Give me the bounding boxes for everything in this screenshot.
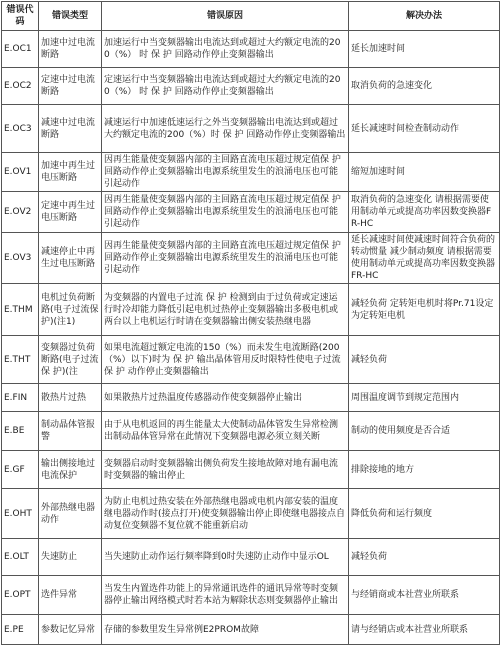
error-cause: 存储的参数里发生异常例E2PROM故障: [102, 615, 349, 645]
error-solution: 与经销商或本社营业所联系: [349, 576, 500, 615]
error-solution: 减轻负荷: [349, 539, 500, 576]
error-code: E.OC2: [2, 68, 39, 105]
error-cause: 当失速防止动作运行频率降到0时失速防止动作中显示OL: [102, 539, 349, 576]
table-row: [2, 336, 500, 384]
table-row: [2, 105, 500, 153]
table-row: [2, 489, 500, 539]
error-code: E.FIN: [2, 384, 39, 412]
table-row: [2, 384, 500, 412]
error-solution: 排除接地的地方: [349, 451, 500, 489]
error-code: E.OC3: [2, 105, 39, 153]
error-solution: 取消负荷的急速变化 请根据需要使用制动单元或提高功率因数变换器FR-HC: [349, 192, 500, 233]
error-type: 输出侧接地过电流保护: [39, 451, 102, 489]
error-solution: 缩短加速时间: [349, 153, 500, 192]
error-cause: 因再生能量使变频器内部的主回路直流电压超过规定值保 护 回路动作停止变频器输出电源系统里发生的浪涌电压也可能引起动作: [102, 153, 349, 192]
error-code: E.THM: [2, 284, 39, 336]
error-cause: 如果散热片过热温度传感器动作使变频器停止输出: [102, 384, 349, 412]
table-row: [2, 153, 500, 192]
error-cause: 变频器启动时变频器输出侧负荷发生接地故障对地有漏电流时变频器的输出停止: [102, 451, 349, 489]
table-row: [2, 68, 500, 105]
error-cause: 加速运行中当变频器输出电流达到或超过大约额定电流的200（%） 时 保 护 回路动作停止变频器输出: [102, 31, 349, 68]
error-code: E.PE: [2, 615, 39, 645]
error-type: 电机过负荷断路(电子过流保护)(注1): [39, 284, 102, 336]
error-code: E.OPT: [2, 576, 39, 615]
error-solution: 请与经销店或本社营业所联系: [349, 615, 500, 645]
error-type: 散热片过热: [39, 384, 102, 412]
error-type: 减速中过电流断路: [39, 105, 102, 153]
error-solution: 降低负荷和运行频度: [349, 489, 500, 539]
error-code: E.OC1: [2, 31, 39, 68]
error-code: E.OLT: [2, 539, 39, 576]
error-cause: 因再生能量使变频器内部的主回路直流电压超过规定值保 护 回路动作停止变频器输出电源系统里发生的浪涌电压也可能引起动作: [102, 192, 349, 233]
error-cause: 为防止电机过热安装在外部热继电器或电机内部安装的温度继电器动作时(接点打开)使变频器输出停止即使继电器接点自动复位变频器不复位就不能重新启动: [102, 489, 349, 539]
header-type: 错误类型: [39, 2, 102, 31]
table-row: [2, 451, 500, 489]
error-cause: 如果电流超过额定电流的150（%）而未发生电流断路(200（%）以下)时为 保 护 输出晶体管用反时限特性使电子过流 保 护 动作停止变频器输出: [102, 336, 349, 384]
error-cause: 定速运行中当变频器输出电流达到或超过大约额定电流的200（%） 时 保 护 回路动作停止变频器输出: [102, 68, 349, 105]
error-type: 制动晶体管报警: [39, 412, 102, 451]
error-type: 变频器过负荷断路(电子过流 保 护)(注: [39, 336, 102, 384]
error-cause: 由于从电机返回的再生能量太大使制动晶体管发生异常检测出制动晶体管异常在此情况下变频器电源必须立刻关断: [102, 412, 349, 451]
error-type: 定速中再生过电压断路: [39, 192, 102, 233]
error-type: 加速中过电流断路: [39, 31, 102, 68]
error-solution: 周围温度调节到规定范围内: [349, 384, 500, 412]
error-type: 选件异常: [39, 576, 102, 615]
error-solution: 延长减速时间使减速时间符合负荷的转动惯量 减少制动频度 请根据需要使用制动单元或提高功率因数变换器FR-HC: [349, 233, 500, 284]
error-code: E.GF: [2, 451, 39, 489]
table-row: [2, 233, 500, 284]
table-header-row: [2, 2, 500, 31]
error-solution: 减轻负荷: [349, 336, 500, 384]
error-code: E.OV1: [2, 153, 39, 192]
table-row: [2, 576, 500, 615]
header-solution: 解决办法: [349, 2, 500, 31]
header-cause: 错误原因: [102, 2, 349, 31]
table-row: [2, 539, 500, 576]
error-type: 定速中过电流断路: [39, 68, 102, 105]
error-code: E.OHT: [2, 489, 39, 539]
table-row: [2, 284, 500, 336]
table-row: [2, 615, 500, 645]
table-row: [2, 31, 500, 68]
error-type: 减速停止中再生过电压断路: [39, 233, 102, 284]
error-type: 失速防止: [39, 539, 102, 576]
table-row: [2, 192, 500, 233]
error-solution: 制动的使用频度是否合适: [349, 412, 500, 451]
header-code: 错误代码: [2, 2, 39, 31]
error-code: E.OV3: [2, 233, 39, 284]
error-type: 参数记忆异常: [39, 615, 102, 645]
error-code: E.OV2: [2, 192, 39, 233]
error-type: 外部热继电器动作: [39, 489, 102, 539]
error-solution: 减轻负荷 定转矩电机时将Pr.71设定为定转矩电机: [349, 284, 500, 336]
error-code: E.BE: [2, 412, 39, 451]
error-cause: 为变频器的内置电子过流 保 护 检测到由于过负荷或定速运行时冷却能力降低引起电机过热停止变频器输出多极电机或两台以上电机运行时请在变频器输出侧安装热继电器: [102, 284, 349, 336]
error-cause: 当发生内置选件功能上的异常通讯选件的通讯异常等时变频器停止输出网络模式时若本站为解除状态则变频器停止输出: [102, 576, 349, 615]
table-row: [2, 412, 500, 451]
error-solution: 取消负荷的急速变化: [349, 68, 500, 105]
error-code: E.THT: [2, 336, 39, 384]
error-cause: 因再生能量使变频器内部的主回路直流电压超过规定值保 护 回路动作停止变频器输出电源系统里发生的浪涌电压也可能引起动作: [102, 233, 349, 284]
error-solution: 延长减速时间检查制动动作: [349, 105, 500, 153]
error-cause: 减速运行中加速低速运行之外当变频器输出电流达到或超过大约额定电流的200（%）时 保 护 回路动作停止变频器输出: [102, 105, 349, 153]
error-type: 加速中再生过电压断路: [39, 153, 102, 192]
error-code-table: [1, 1, 500, 645]
error-solution: 延长加速时间: [349, 31, 500, 68]
